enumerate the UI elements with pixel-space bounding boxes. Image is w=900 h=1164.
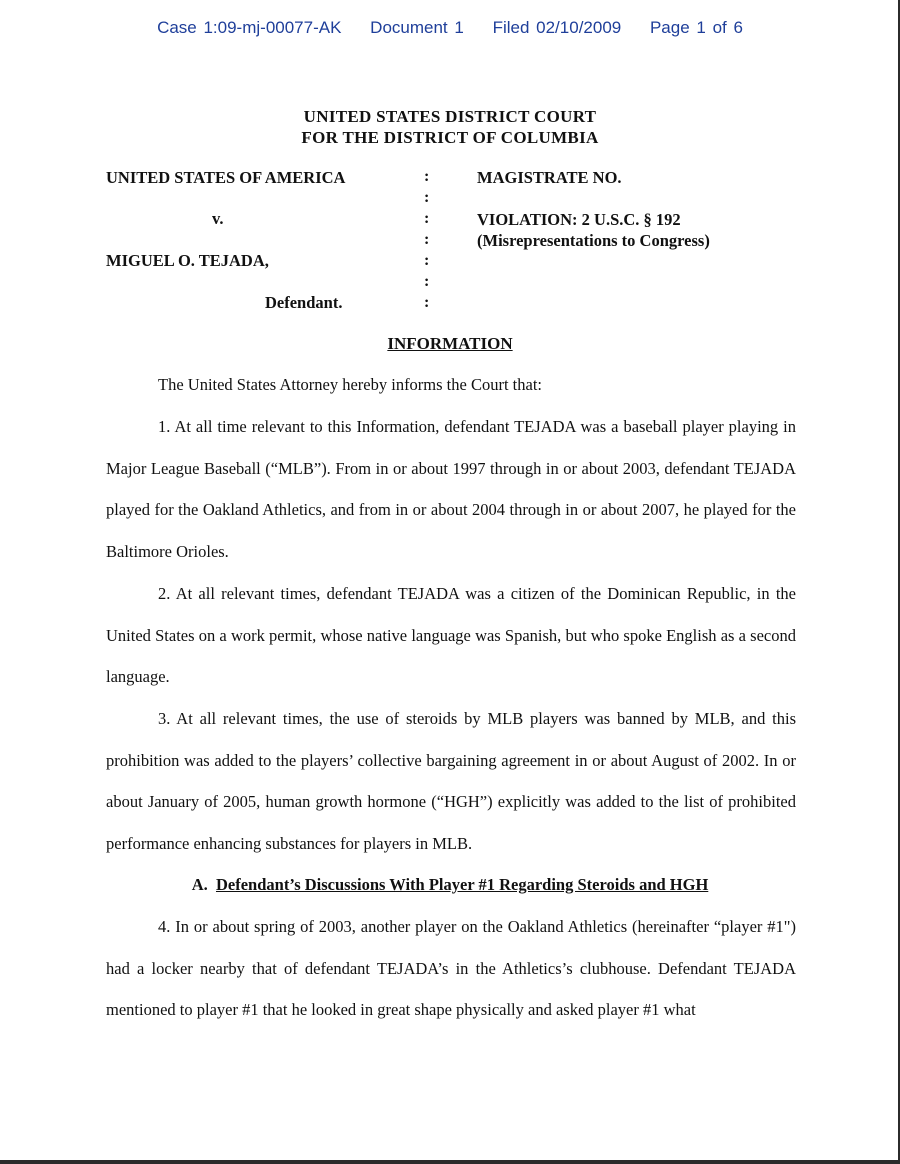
section-a-heading bbox=[0, 875, 900, 895]
caption-colon: : bbox=[424, 252, 430, 269]
caption-violation-note: (Misrepresentations to Congress) bbox=[477, 231, 710, 250]
paragraph-3: 3. At all relevant times, the use of steroids by MLB players was banned by MLB, and this prohibition was added to the players’ collective bargaining agreement in or about August of 2002. In or about January of 2005, human growth hormone (“HGH”) explicitly was added to the list of prohibited performance enhancing substances for players in MLB. bbox=[106, 709, 796, 853]
document-title: INFORMATION bbox=[387, 334, 513, 353]
court-name bbox=[0, 106, 900, 148]
section-title: Defendant’s Discussions With Player #1 Regarding Steroids and HGH bbox=[215, 875, 709, 894]
court-line-2: FOR THE DISTRICT OF COLUMBIA bbox=[301, 128, 599, 147]
section-letter: A. bbox=[191, 875, 208, 894]
page-indicator: Page 1 of 6 bbox=[649, 18, 743, 37]
caption-versus: v. bbox=[212, 209, 224, 228]
paragraph-1: 1. At all time relevant to this Information, defendant TEJADA was a baseball player playing in Major League Baseball (“MLB”). From in or about 1997 through in or about 2003, defendant TEJADA played for the Oakland Athletics, and from in or about 2004 through in or about 2007, he played for the Baltimore Orioles. bbox=[106, 417, 796, 561]
paragraph-2: 2. At all relevant times, defendant TEJADA was a citizen of the Dominican Republic, in the United States on a work permit, whose native language was Spanish, but who spoke English as a second language. bbox=[106, 584, 796, 687]
caption-colon: : bbox=[424, 168, 430, 185]
caption-defendant-label: Defendant. bbox=[265, 293, 343, 312]
caption-violation: VIOLATION: 2 U.S.C. § 192 bbox=[477, 210, 681, 229]
ecf-filing-header bbox=[0, 18, 900, 38]
caption-colon: : bbox=[424, 210, 430, 227]
caption-colon: : bbox=[424, 231, 430, 248]
caption-colon: : bbox=[424, 273, 430, 290]
caption-magistrate-no: MAGISTRATE NO. bbox=[477, 168, 622, 187]
document-number: Document 1 bbox=[370, 18, 464, 37]
caption-colon: : bbox=[424, 294, 430, 311]
caption-plaintiff: UNITED STATES OF AMERICA bbox=[106, 168, 346, 187]
caption-defendant-name: MIGUEL O. TEJADA, bbox=[106, 251, 269, 270]
paragraph-4: 4. In or about spring of 2003, another player on the Oakland Athletics (hereinafter “player #1") had a locker nearby that of defendant TEJADA’s in the Athletics’s clubhouse. Defendant TEJADA mentioned to player #1 that he looked in great shape physically and asked player #1 what bbox=[106, 917, 796, 1020]
intro-line: The United States Attorney hereby informs the Court that: bbox=[158, 375, 543, 394]
caption-colon: : bbox=[424, 189, 430, 206]
case-number: Case 1:09-mj-00077-AK bbox=[157, 18, 342, 37]
court-line-1: UNITED STATES DISTRICT COURT bbox=[303, 107, 597, 126]
filed-date: Filed 02/10/2009 bbox=[492, 18, 622, 37]
